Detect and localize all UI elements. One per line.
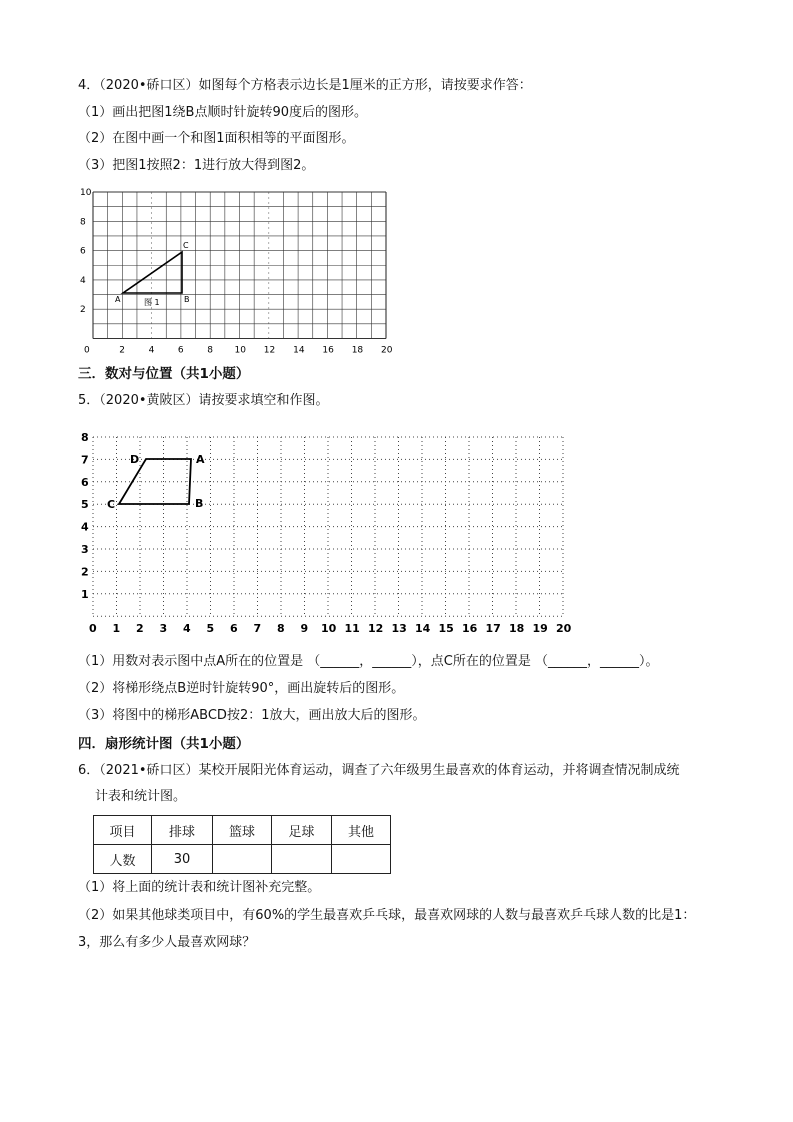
- q5-point-c-label: C: [107, 498, 116, 511]
- table-cell: 其他: [332, 816, 391, 845]
- y-tick-label: 6: [80, 246, 86, 257]
- q6-title-line2: 计表和统计图。: [95, 789, 187, 804]
- q4-sub2: （2）在图中画一个和图1面积相等的平面图形。: [78, 131, 355, 146]
- q4-point-b-label: B: [184, 295, 190, 304]
- x-tick-label: 3: [159, 622, 168, 636]
- y-tick-label: 5: [81, 498, 89, 512]
- q5-title: 5．（2020•黄陂区）请按要求填空和作图。: [78, 393, 329, 408]
- section-3-heading: 三．数对与位置（共1小题）: [78, 366, 250, 382]
- y-tick-label: 2: [81, 565, 89, 579]
- x-tick-label: 7: [253, 622, 262, 636]
- y-tick-label: 8: [81, 431, 89, 444]
- q4-y-axis-ticks: [80, 188, 92, 315]
- q4-point-c-label: C: [183, 241, 189, 250]
- x-tick-label: 19: [532, 622, 548, 636]
- q5-grid-figure: [78, 425, 578, 640]
- x-tick-label: 11: [344, 622, 360, 636]
- x-tick-label: 0: [84, 345, 90, 353]
- x-tick-label: 2: [136, 622, 144, 636]
- y-tick-label: 7: [81, 453, 89, 467]
- x-tick-label: 6: [230, 622, 238, 636]
- q6-stat-table: [93, 815, 391, 874]
- q6-sub2-line1: （2）如果其他球类项目中，有60%的学生最喜欢乒乓球，最喜欢网球的人数与最喜欢乒乓球人数的比是1：: [78, 908, 696, 923]
- y-tick-label: 6: [81, 475, 89, 489]
- table-row: [94, 816, 391, 845]
- q5-point-a-label: A: [196, 453, 205, 466]
- table-cell: 排球: [152, 816, 213, 845]
- table-cell: 篮球: [213, 816, 272, 845]
- q4-x-axis-ticks: [84, 346, 393, 354]
- x-tick-label: 18: [509, 622, 525, 636]
- x-tick-label: 10: [321, 622, 337, 636]
- q4-grid-lines: [93, 192, 386, 339]
- q5-grid-lines: [93, 437, 563, 616]
- x-tick-label: 16: [462, 622, 478, 636]
- table-cell: [332, 845, 391, 874]
- q5-point-b-label: B: [195, 497, 204, 510]
- x-tick-label: 14: [293, 345, 305, 353]
- x-tick-label: 8: [277, 622, 285, 636]
- x-tick-label: 20: [556, 622, 572, 636]
- figure-1-label: 图 1: [144, 298, 160, 307]
- table-cell: [213, 845, 272, 874]
- y-tick-label: 10: [80, 188, 92, 198]
- q5-sub3: （3）将图中的梯形ABCD按2：1放大，画出放大后的图形。: [78, 708, 426, 723]
- x-tick-label: 5: [206, 622, 215, 636]
- table-cell: [272, 845, 332, 874]
- figure-1-triangle: [123, 252, 182, 293]
- q4-title: 4．（2020•硚口区）如图每个方格表示边长是1厘米的正方形，请按要求作答：: [78, 78, 532, 93]
- q6-sub1: （1）将上面的统计表和统计图补充完整。: [78, 880, 321, 895]
- table-cell: 足球: [272, 816, 332, 845]
- q4-sub1: （1）画出把图1绕B点顺时针旋转90度后的图形。: [78, 105, 368, 120]
- x-tick-label: 13: [391, 622, 407, 636]
- table-row: [94, 845, 391, 874]
- table-cell: 30: [152, 845, 213, 874]
- q5-sub2: （2）将梯形绕点B逆时针旋转90°，画出旋转后的图形。: [78, 681, 405, 696]
- table-cell: 项目: [94, 816, 152, 845]
- x-tick-label: 0: [89, 622, 97, 636]
- section-4-heading: 四．扇形统计图（共1小题）: [78, 736, 250, 752]
- q4-point-a-label: A: [115, 295, 121, 304]
- x-tick-label: 8: [207, 345, 213, 353]
- q5-x-axis-ticks: [89, 622, 572, 635]
- x-tick-label: 12: [263, 345, 276, 353]
- table-cell: 人数: [94, 845, 152, 874]
- x-tick-label: 2: [119, 345, 126, 353]
- q5-point-d-label: D: [130, 453, 140, 466]
- q6-title-line1: 6．（2021•硚口区）某校开展阳光体育运动，调查了六年级男生最喜欢的体育运动，并将调查情况制成统: [78, 763, 680, 778]
- q5-y-axis-ticks: [81, 431, 89, 601]
- x-tick-label: 4: [148, 345, 155, 353]
- y-tick-label: 8: [80, 217, 86, 228]
- y-tick-label: 1: [81, 587, 89, 601]
- q4-sub3: （3）把图1按照2：1进行放大得到图2。: [78, 158, 315, 173]
- q4-grid-figure: [78, 185, 398, 353]
- x-tick-label: 15: [438, 622, 454, 636]
- q5-sub1: （1）用数对表示图中点A所在的位置是 （______，______），点C所在的位置是 （______，______）。: [78, 654, 659, 669]
- x-tick-label: 6: [177, 345, 184, 353]
- x-tick-label: 14: [415, 622, 431, 636]
- y-tick-label: 3: [81, 543, 89, 556]
- q6-sub2-line2: 3，那么有多少人最喜欢网球？: [78, 935, 256, 950]
- x-tick-label: 1: [112, 622, 121, 636]
- x-tick-label: 12: [368, 622, 384, 636]
- x-tick-label: 10: [234, 345, 246, 353]
- x-tick-label: 20: [381, 345, 393, 353]
- y-tick-label: 2: [80, 305, 86, 316]
- x-tick-label: 17: [485, 622, 501, 636]
- x-tick-label: 18: [351, 345, 364, 353]
- y-tick-label: 4: [81, 520, 89, 534]
- x-tick-label: 16: [322, 345, 334, 353]
- x-tick-label: 4: [183, 622, 191, 636]
- y-tick-label: 4: [80, 275, 86, 286]
- x-tick-label: 9: [300, 622, 309, 636]
